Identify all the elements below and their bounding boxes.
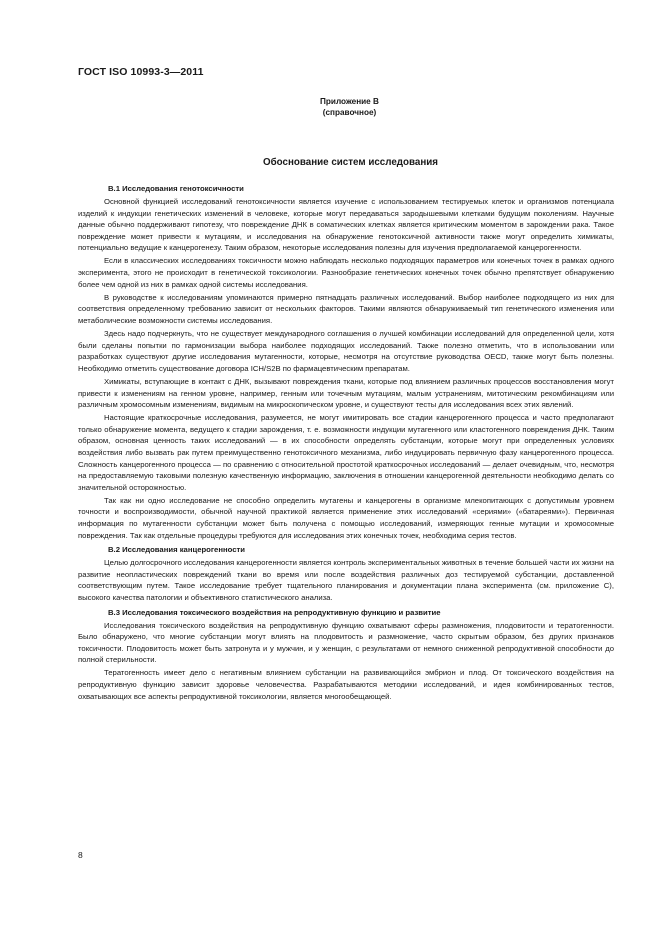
section-heading-b3: В.3 Исследования токсического воздействия на репродуктивную функцию и развитие: [108, 607, 441, 617]
paragraph: Настоящие краткосрочные исследования, разумеется, не могут имитировать все стадии канцерогенного процесса и часто предполагают только обнаружение момента, ведущего к стадии зарождения, т. е. возможности индукции мутагенного или кластогенного повреждения ДНК. Таким образом, основная ценность таких исследований — в их способности определять субстанции, которые могут при определенных условиях воздействия либо вызвать рак путем преимущественно генотоксичного механизма, либо индуцировать первичную фазу канцерогенного процесса. Сложность канцерогенного процесса — по сравнению с относительной простотой краткосрочных исследований — делает очевидным, что, несмотря на предоставляемую таковыми полезную качественную информацию, заключения в отношении канцерогенной деятельности необходимо делать со значительной осторожностью.: [78, 413, 614, 492]
appendix-label: Приложение В: [320, 97, 379, 106]
paragraph: Здесь надо подчеркнуть, что не существует международного соглашения о лучшей комбинации исследований для определенной цели, хотя были сделаны попытки по гармонизации выбора наиболее подходящих исследований. Также полезно отметить, что в использовании или разработках существуют другие исследования мутагенности, которые, несмотря на отсутствие руководства OECD, также могут быть полезны. Необходимо отметить существование договора ICH/S2B по фармацевтическим препаратам.: [78, 329, 614, 373]
paragraph: Если в классических исследованиях токсичности можно наблюдать несколько подходящих параметров или конечных точек в рамках одного эксперимента, этого не происходит в генетической токсикологии. Разнообразие генетических конечных точек обычно препятствует обнаружению более чем одной из них в рамках одной системы исследования.: [78, 256, 614, 289]
paragraph: Целью долгосрочного исследования канцерогенности является контроль экспериментальных животных в течение большей части их жизни на развитие неопластических повреждений ткани во время или после воздействия различных доз тестируемой субстанции, доставленной соответствующим путем. Такое исследование требует тщательного планирования и документации плана эксперимента (см. приложение С), высокого качества патологии и объективного статистического анализа.: [78, 558, 614, 602]
appendix-note: (справочное): [322, 108, 377, 117]
document-body: [78, 183, 614, 704]
section-heading-b1: В.1 Исследования генотоксичности: [108, 184, 244, 193]
page-title: Обоснование систем исследования: [263, 157, 438, 168]
paragraph: Основной функцией исследований генотоксичности является изучение с использованием тестируемых клеток и организмов потенциала изделий к индукции генетических изменений в человеке, которые могут передаваться зародышевыми клетками будущим поколениям. Научные данные обычно поддерживают гипотезу, что повреждение ДНК в соматических клетках является критическим моментом в зарождении рака. Такое повреждение может привести к мутациям, и исследования на обнаружение генотоксичной активности также могут определить химикаты, потенциально ведущие к канцерогенезу. Таким образом, некоторые исследования полезны для изучения предполагаемой канцерогенности.: [78, 197, 614, 253]
page-number: 8: [78, 850, 83, 860]
appendix-label-block: [0, 96, 661, 118]
paragraph: Так как ни одно исследование не способно определить мутагены и канцерогены в организме млекопитающих с допустимым уровнем точности и воспроизводимости, обычной научной практикой является применение этих исследований «сериями» («батареями»). Первичная информация по мутагенности субстанции может быть получена с помощью исследований, измеряющих генные мутации и хромосомные повреждения. Так как отдельные процедуры требуются для исследования этих конечных точек, необходима серия тестов.: [78, 495, 614, 540]
paragraph: В руководстве к исследованиям упоминаются примерно пятнадцать различных исследований. Выбор наиболее подходящего из них для соответствия определенному требованию зависит от нескольких факторов. Такими являются обнаруживаемый тип генетического изменения или метаболические возможности системы исследования.: [78, 292, 614, 325]
paragraph: Исследования токсического воздействия на репродуктивную функцию охватывают сферы размножения, плодовитости и тератогенности. Было обнаружено, что многие субстанции могут влиять на плодовитость и размножение, часто скрытым образом, без других признаков токсичности. Плодовитость может быть затронута и у мужчин, и у женщин, с результатами от немного сниженной репродуктивной способности до полной стерильности.: [78, 620, 614, 665]
paragraph: Химикаты, вступающие в контакт с ДНК, вызывают повреждения ткани, которые под влиянием различных процессов восстановления могут привести к изменениям на генном уровне, например, генным или точечным мутациям, малым устранениям, митотическим рекомбинациям или различным хромосомным изменениям, видимым на микроскопическом уровне, и существуют тесты для исследования всех этих явлений.: [78, 376, 614, 410]
section-heading-b2: В.2 Исследования канцерогенности: [108, 545, 245, 555]
document-code-header: ГОСТ ISO 10993-3—2011: [78, 66, 204, 78]
paragraph: Тератогенность имеет дело с негативным влиянием субстанции на развивающийся эмбрион и плод. От токсического воздействия на репродуктивную функцию зависит здоровье человечества. Разрабатываются методики исследований, и идея комбинированных тестов, охватывающих все аспекты репродуктивной токсикологии, является многообещающей.: [78, 668, 614, 701]
